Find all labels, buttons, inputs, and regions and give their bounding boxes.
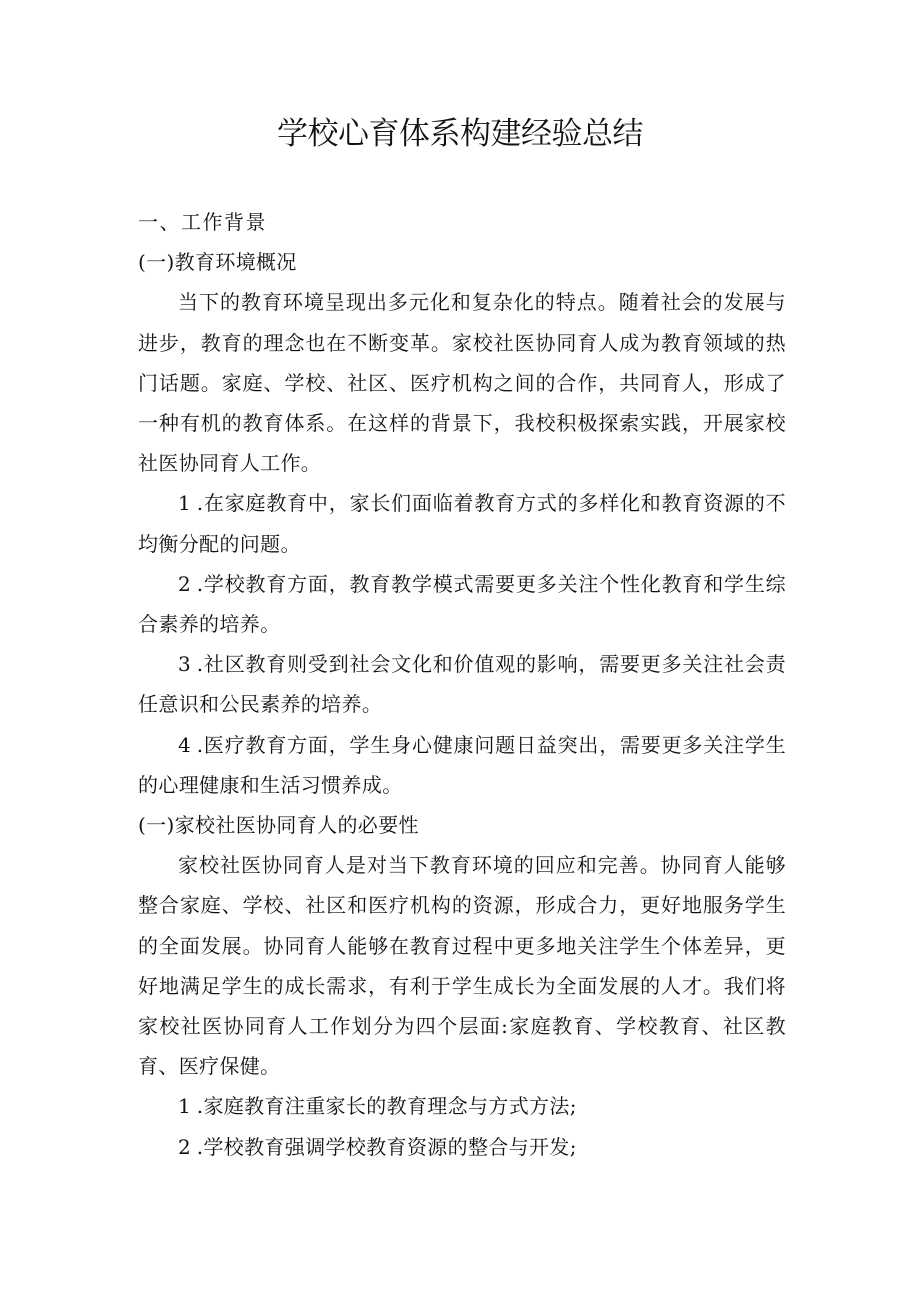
list-item-text: .医疗教育方面，学生身心健康问题日益突出，需要更多关注学生的心理健康和生活习惯养成。 (138, 732, 786, 797)
list-item (138, 483, 786, 563)
list-item-number: 2 (178, 1134, 197, 1159)
document-title: 学校心育体系构建经验总结 (277, 116, 643, 152)
list-item-number: 3 (178, 652, 197, 677)
subsection-heading-environment: (一)教育环境概况 (138, 250, 297, 275)
list-item-text: .学校教育方面，教育教学模式需要更多关注个性化教育和学生综合素养的培养。 (138, 571, 786, 637)
section-heading-background: 一、工作背景 (138, 210, 267, 234)
list-item (138, 564, 786, 644)
list-item (138, 1086, 786, 1126)
list-item-number: 1 (178, 1094, 197, 1119)
list-item (138, 725, 786, 805)
paragraph-environment: 当下的教育环境呈现出多元化和复杂化的特点。随着社会的发展与进步，教育的理念也在不断变革。家校社医协同育人成为教育领域的热门话题。家庭、学校、社区、医疗机构之间的合作，共同育人，形成了一种有机的教育体系。在这样的背景下，我校积极探索实践，开展家校社医协同育人工作。 (138, 290, 786, 476)
document-body (138, 202, 786, 1167)
paragraph-necessity: 家校社医协同育人是对当下教育环境的回应和完善。协同育人能够整合家庭、学校、社区和医疗机构的资源，形成合力，更好地服务学生的全面发展。协同育人能够在教育过程中更多地关注学生个体差异，更好地满足学生的成长需求，有利于学生成长为全面发展的人才。我们将家校社医协同育人工作划分为四个层面:家庭教育、学校教育、社区教育、医疗保健。 (138, 853, 786, 1079)
list-item-text: .社区教育则受到社会文化和价值观的影响，需要更多关注社会责任意识和公民素养的培养。 (138, 652, 786, 717)
subsection-heading-necessity: (一)家校社医协同育人的必要性 (138, 813, 419, 838)
list-item (138, 644, 786, 724)
list-item-number: 1 (178, 491, 197, 516)
list-item-text: .家庭教育注重家长的教育理念与方式方法; (196, 1094, 577, 1119)
list-item (138, 1127, 786, 1167)
list-item-text: .在家庭教育中，家长们面临着教育方式的多样化和教育资源的不均衡分配的问题。 (138, 491, 786, 556)
list-item-text: .学校教育强调学校教育资源的整合与开发; (196, 1134, 577, 1159)
list-item-number: 4 (178, 732, 197, 757)
list-item-number: 2 (178, 571, 197, 596)
